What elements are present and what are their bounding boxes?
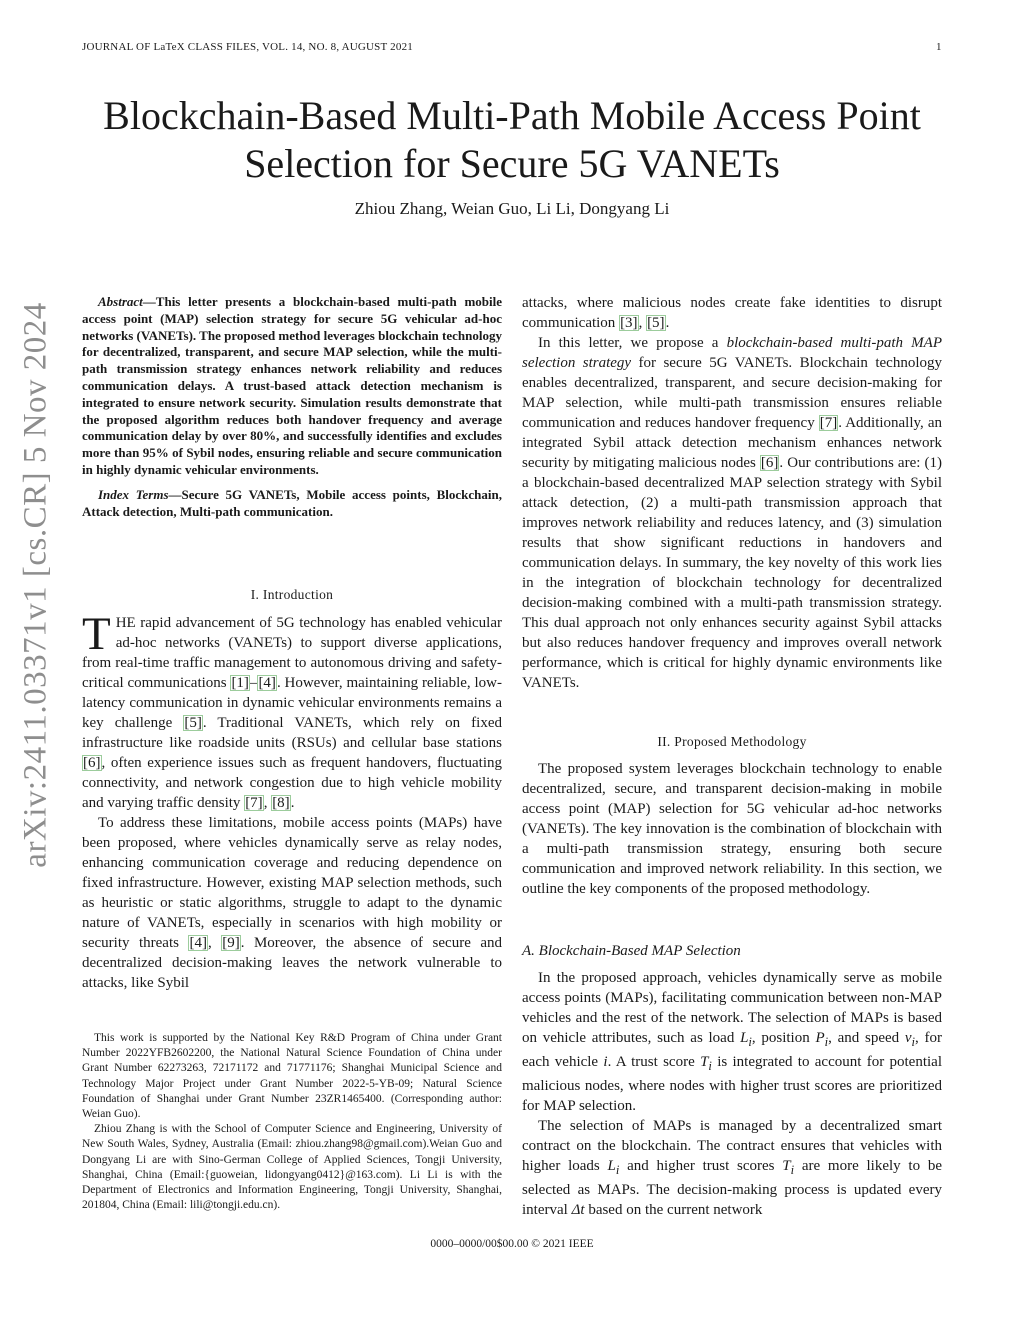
text-run: , bbox=[207, 935, 222, 951]
text-run: is integrated to account for potential malicious nodes, where nodes with higher trust scores are prioritized for MAP selection. bbox=[522, 1054, 943, 1114]
text-run: , position bbox=[751, 1030, 816, 1046]
citation-link[interactable]: [6] bbox=[760, 455, 779, 471]
abstract bbox=[82, 294, 502, 479]
text-run: for secure 5G VANETs. Blockchain technology enables decentralized, transparent, and secure decision-making for MAP selection, while multi-path transmission ensures reliable communication and reduces handover frequency bbox=[522, 355, 943, 431]
text-run: . Additionally, an integrated Sybil attack detection mechanism enhances network security by mitigating malicious nodes bbox=[522, 415, 942, 471]
text-run: , bbox=[263, 795, 272, 811]
math-subscript: i bbox=[748, 1035, 752, 1049]
author-list: Zhiou Zhang, Weian Guo, Li Li, Dongyang Li bbox=[354, 199, 670, 218]
citation-link[interactable]: [9] bbox=[222, 935, 240, 951]
title-line-2: Selection for Secure 5G VANETs bbox=[244, 141, 780, 186]
index-terms-text: —Secure 5G VANETs, Mobile access points, Blockchain, Attack detection, Multi-path communication. bbox=[82, 486, 502, 519]
drop-cap: T bbox=[82, 608, 111, 660]
math-symbol: P bbox=[815, 1030, 825, 1046]
text-run: , often experience issues such as frequent handovers, fluctuating connectivity, and network congestion due to high vehicle mobility and varying traffic density bbox=[82, 755, 502, 811]
math-symbol: L bbox=[740, 1030, 749, 1046]
copyright-footer: 0000–0000/00$00.00 © 2021 IEEE bbox=[430, 1238, 594, 1250]
section-heading-introduction: I. Introduction bbox=[250, 587, 334, 602]
text-run: – bbox=[249, 675, 258, 691]
math-subscript: i bbox=[790, 1163, 795, 1177]
intro-paragraph-2 bbox=[82, 813, 502, 993]
math-subscript: i bbox=[708, 1059, 712, 1073]
citation-link[interactable]: [7] bbox=[245, 795, 263, 811]
subsection-a-paragraph-1 bbox=[522, 968, 942, 1116]
math-symbol: T bbox=[782, 1158, 791, 1174]
text-run: , and speed bbox=[828, 1030, 905, 1046]
subsection-a-body bbox=[522, 968, 942, 1220]
math-symbol: T bbox=[700, 1054, 709, 1070]
abstract-label: Abstract bbox=[98, 294, 143, 309]
math-symbol: Δt bbox=[571, 1202, 585, 1218]
arxiv-stamp: arXiv:2411.03371v1 [cs.CR] 5 Nov 2024 bbox=[17, 302, 54, 868]
text-run: , for each vehicle bbox=[522, 1030, 943, 1070]
methodology-intro bbox=[522, 759, 942, 899]
text-run: . A trust score bbox=[607, 1054, 701, 1070]
text-run: In this letter, we propose a bbox=[538, 335, 727, 351]
abstract-block bbox=[82, 294, 502, 520]
math-symbol: i bbox=[603, 1054, 608, 1070]
citation-link[interactable]: [5] bbox=[184, 715, 202, 731]
text-run: HE rapid advancement of 5G technology has enabled vehicular ad-hoc networks (VANETs) to support diverse applications, from real-time traffic management to autonomous driving and safety-critical communications bbox=[82, 615, 502, 691]
math-symbol: L bbox=[607, 1158, 616, 1174]
title-line-1: Blockchain-Based Multi-Path Mobile Access Point bbox=[103, 93, 921, 138]
footnotes bbox=[82, 1031, 502, 1213]
section-heading-methodology: II. Proposed Methodology bbox=[657, 734, 807, 749]
text-run: . Moreover, the absence of secure and decentralized decision-making leaves the network vulnerable to attacks, like Sybil bbox=[82, 935, 503, 991]
emphasized-term: blockchain-based multi-path MAP selection strategy bbox=[522, 335, 942, 371]
citation-link[interactable]: [5] bbox=[647, 315, 665, 331]
text-run: are more likely to be selected as MAPs. The decision-making process is updated every interval bbox=[522, 1158, 942, 1218]
math-subscript: i bbox=[911, 1035, 916, 1049]
citation-link[interactable]: [7] bbox=[819, 415, 838, 431]
text-run: , bbox=[638, 315, 647, 331]
citation-link[interactable]: [3] bbox=[620, 315, 638, 331]
text-run: . bbox=[665, 315, 670, 331]
footnote-funding: This work is supported by the National Key R&D Program of China under Grant Number 2022YFB2602200, the National Natural Science Foundation of China under Grant Number 62273263, 72171172 and 71771176; Shanghai Municipal Science and Technology Major Project under Grant Number 2022-5-YB-09; Natural Science Foundation of Shanghai under Grant Number 23ZR1465400. (Corresponding author: Weian Guo). bbox=[82, 1032, 502, 1121]
text-run: . However, maintaining reliable, low-latency communication in dynamic vehicular environments remains a key challenge bbox=[82, 675, 502, 731]
math-subscript: i bbox=[615, 1163, 620, 1177]
intro-paragraph-2-continued bbox=[522, 293, 942, 333]
footnote-affiliations: Zhiou Zhang is with the School of Computer Science and Engineering, University of New South Wales, Sydney, Australia (Email: zhiou.zhang98@gmail.com).Weian Guo and Dongyang Li are with Sino-German College of Applied Sciences, Tongji University, Shanghai, China (Email:{guoweian, lidongyang0412}@163.com). Li Li is with the Department of Electronics and Information Engineering, Tongji University, Shanghai, 201804, China (Email: lili@tongji.edu.cn). bbox=[82, 1123, 502, 1212]
page-number: 1 bbox=[936, 41, 942, 53]
subsection-heading-a: A. Blockchain-Based MAP Selection bbox=[522, 943, 741, 959]
citation-link[interactable]: [1] bbox=[231, 675, 249, 691]
introduction-body bbox=[82, 608, 503, 993]
subsection-a-paragraph-2 bbox=[522, 1116, 942, 1220]
text-run: To address these limitations, mobile access points (MAPs) have been proposed, where vehicles dynamically serve as relay nodes, enhancing communication coverage and reducing dependence on fixed infrastructure. However, existing MAP selection methods, such as heuristic or static algorithms, struggle to adapt to the dynamic nature of VANETs, especially in scenarios with high mobility or security threats bbox=[82, 815, 502, 951]
index-terms bbox=[82, 487, 502, 521]
text-run: and higher trust scores bbox=[619, 1158, 783, 1174]
text-run: based on the current network bbox=[584, 1202, 763, 1218]
paper-title bbox=[60, 92, 964, 188]
running-header: JOURNAL OF LaTeX CLASS FILES, VOL. 14, NO. 8, AUGUST 2021 bbox=[82, 41, 413, 53]
citation-link[interactable]: [4] bbox=[258, 675, 276, 691]
text-run: . bbox=[290, 795, 295, 811]
intro-paragraph-3 bbox=[522, 333, 942, 693]
math-symbol: v bbox=[904, 1030, 912, 1046]
math-subscript: i bbox=[824, 1035, 829, 1049]
text-run: . Our contributions are: (1) a blockchain-based decentralized MAP selection strategy with Sybil attack detection, (2) a multi-path transmission approach that improves network reliability and reduces latency, and (3) simulation results that show significant reductions in handovers and communication delays. In summary, the key novelty of this work lies in the integration of blockchain technology for decentralized decision-making combined with a multi-path transmission strategy. This dual approach not only enhances security against Sybil attacks but also reduces handover frequency and improves overall network performance, which is critical for highly dynamic environments like VANETs. bbox=[522, 455, 942, 691]
citation-link[interactable]: [6] bbox=[83, 755, 101, 771]
text-run: The selection of MAPs is managed by a decentralized smart contract on the blockchain. The contract ensures that vehicles with higher loads bbox=[522, 1118, 942, 1174]
right-column-top bbox=[522, 293, 942, 693]
abstract-text: —This letter presents a blockchain-based multi-path mobile access point (MAP) selection strategy for secure 5G vehicular ad-hoc networks (VANETs). The proposed method leverages blockchain technology for decentralized, transparent, and secure MAP selection, while the multi-path transmission strategy enhances network reliability and reduces communication delays. A trust-based attack detection mechanism is integrated to ensure network security. Simulation results demonstrate that the proposed algorithm reduces both handover frequency and average communication delay by over 80%, and successfully identifies and excludes more than 95% of Sybil nodes, ensuring reliable and secure communication in highly dynamic vehicular environments. bbox=[82, 294, 502, 477]
text-run: In the proposed approach, vehicles dynamically serve as mobile access points (MAPs), facilitating communication between non-MAP vehicles and the rest of the network. The selection of MAPs is based on vehicle attributes, such as load bbox=[522, 970, 942, 1046]
citation-link[interactable]: [8] bbox=[272, 795, 290, 811]
text-run: . Traditional VANETs, which rely on fixed infrastructure like roadside units (RSUs) and cellular base stations bbox=[82, 715, 502, 751]
methodology-paragraph: The proposed system leverages blockchain technology to enable decentralized, secure, and transparent decision-making in mobile access point (MAP) selection for 5G vehicular ad-hoc networks (VANETs). The key innovation is the combination of blockchain with a multi-path transmission strategy, ensuring both secure communication and improved network reliability. In this section, we outline the key components of the proposed methodology. bbox=[522, 761, 942, 897]
intro-paragraph-1 bbox=[82, 608, 502, 813]
index-terms-label: Index Terms bbox=[98, 486, 169, 502]
text-run: attacks, where malicious nodes create fake identities to disrupt communication bbox=[522, 295, 942, 331]
citation-link[interactable]: [4] bbox=[189, 935, 207, 951]
